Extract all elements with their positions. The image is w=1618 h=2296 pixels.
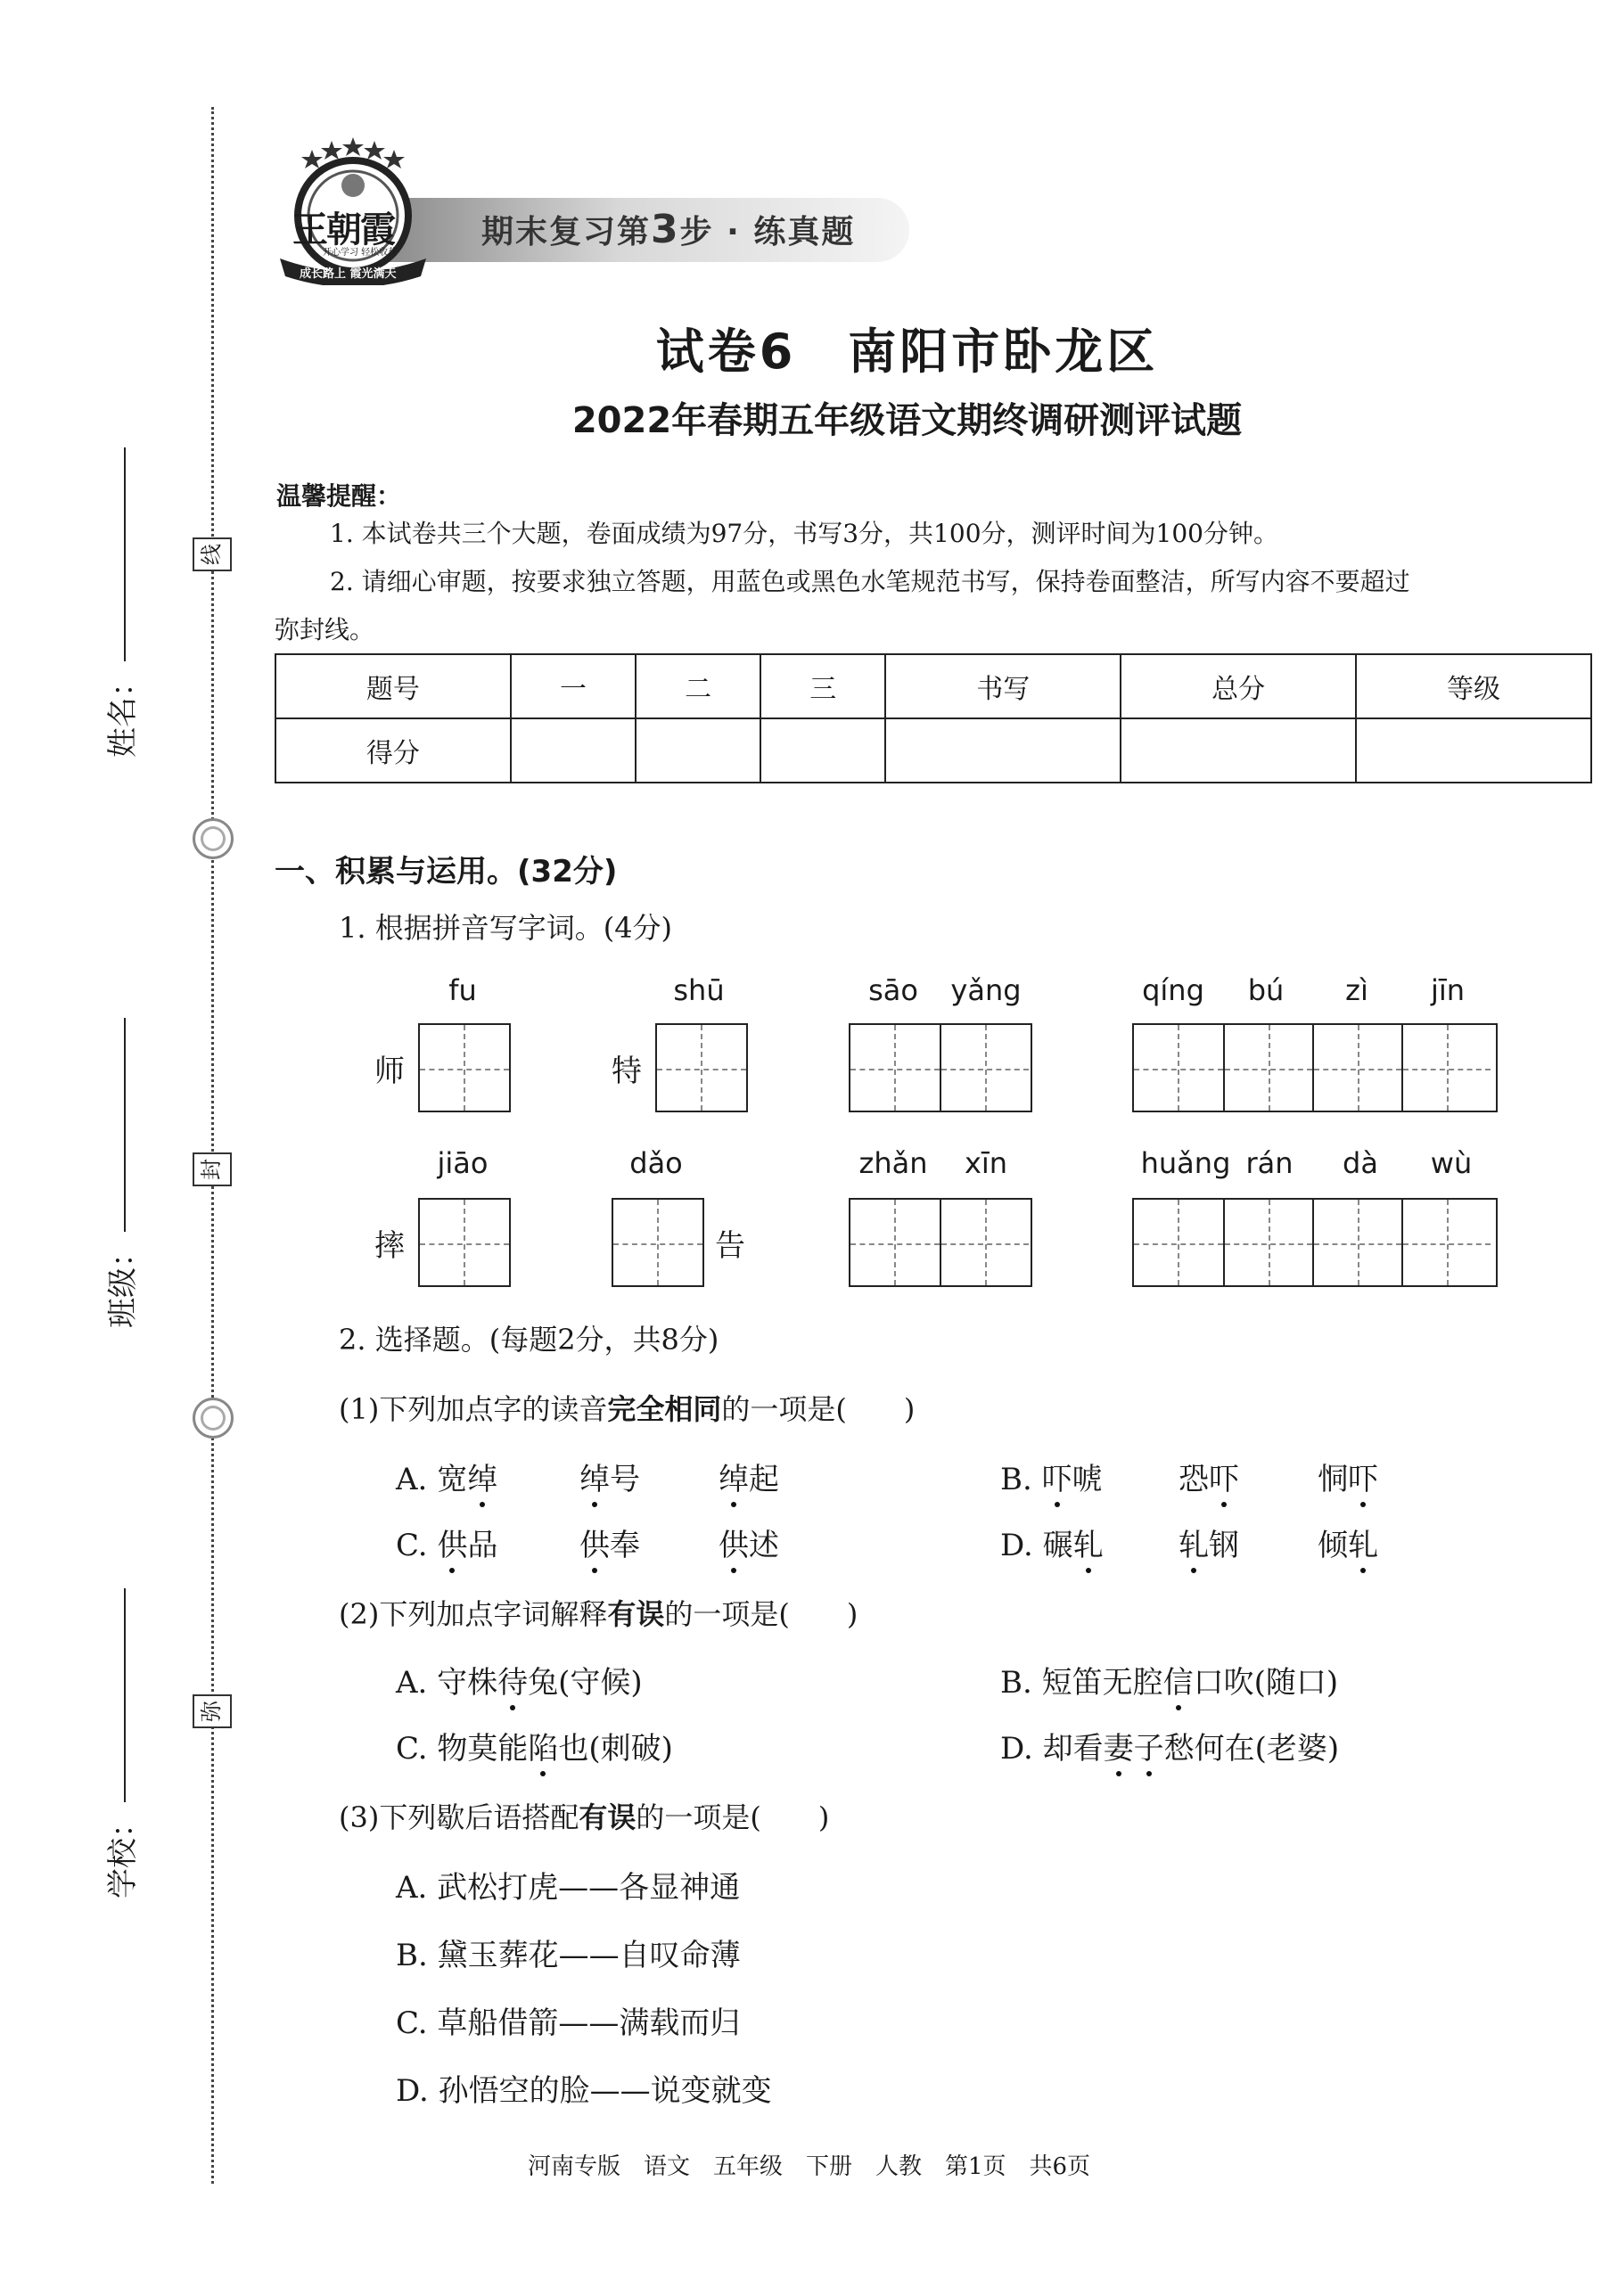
pinyin-label: sāo: [868, 973, 918, 1007]
score-header-cell: 二: [636, 654, 760, 718]
dotted-char: 待: [497, 1658, 528, 1702]
score-input-cell[interactable]: [1356, 718, 1591, 783]
pinyin-label: bú: [1247, 973, 1285, 1007]
option-text: C. 物莫能: [396, 1731, 529, 1767]
option-char: 唬: [1072, 1462, 1103, 1497]
option-3A[interactable]: A. 武松打虎——各显神通: [396, 1870, 741, 1906]
option-1C[interactable]: [396, 1521, 497, 1564]
seal-mark-xian: 线: [193, 537, 232, 571]
option-text: A. 守株: [396, 1665, 498, 1701]
review-step-banner: [383, 198, 909, 262]
score-input-cell[interactable]: [760, 718, 885, 783]
pinyin-label: jiāo: [437, 1146, 489, 1180]
dotted-char: 轧: [1073, 1521, 1104, 1564]
writing-grid-2[interactable]: [655, 1023, 748, 1112]
class-field[interactable]: [98, 1018, 142, 1328]
pinyin-label: yǎng: [950, 973, 1022, 1007]
score-header-cell: 三: [760, 654, 885, 718]
sub-q-text: 的一项是( ): [664, 1597, 858, 1631]
dotted-char: 吓: [1348, 1455, 1378, 1498]
option-label: C.: [396, 1528, 428, 1563]
score-header-cell: 题号: [275, 654, 511, 718]
score-input-cell[interactable]: [511, 718, 636, 783]
sub-question-3: [339, 1795, 829, 1836]
page-footer: 河南专版 语文 五年级 下册 人教 第1页 共6页: [527, 2153, 1091, 2180]
option-1A-word: [719, 1455, 779, 1498]
sub-question-1: [339, 1387, 915, 1428]
option-text: 口吹(随口): [1193, 1665, 1339, 1701]
dotted-char: 妻: [1104, 1724, 1134, 1767]
brand-logo: [267, 134, 428, 281]
dotted-char: 轧: [1348, 1521, 1378, 1564]
pinyin-label: dǎo: [629, 1146, 683, 1180]
question-2-prompt: 2. 选择题。(每题2分，共8分): [339, 1323, 719, 1357]
writing-grid-6[interactable]: [612, 1198, 704, 1287]
banner-text-post: 步 · 练真题: [679, 214, 856, 250]
writing-grid-4[interactable]: [1132, 1023, 1498, 1112]
dotted-char: 吓: [1209, 1455, 1239, 1498]
option-3D[interactable]: D. 孙悟空的脸——说变就变: [396, 2073, 772, 2109]
name-field[interactable]: [98, 447, 142, 758]
seal-swirl-icon: [193, 1398, 234, 1439]
seal-swirl-icon: [193, 818, 234, 859]
dotted-char: 信: [1163, 1658, 1194, 1702]
writing-grid-7[interactable]: [849, 1198, 1032, 1287]
sub-q-text: (3)下列歇后语搭配: [339, 1800, 579, 1834]
option-char: 起: [749, 1462, 779, 1497]
logo-tag-text: 开心学习 轻松收获: [323, 248, 398, 258]
option-2D[interactable]: [1000, 1724, 1339, 1767]
pinyin-label: huǎng: [1140, 1146, 1231, 1180]
option-char: 奉: [610, 1528, 640, 1563]
sub-question-2: [339, 1592, 858, 1633]
dotted-char: 绰: [719, 1455, 749, 1498]
suffix-char: 告: [715, 1228, 745, 1264]
dotted-char: 轧: [1179, 1521, 1209, 1564]
dotted-char: 子: [1134, 1724, 1164, 1767]
dotted-char: 供: [579, 1521, 610, 1564]
dotted-char: 绰: [579, 1455, 610, 1498]
option-label: B.: [1000, 1462, 1032, 1497]
dotted-char: 绰: [467, 1455, 497, 1498]
pinyin-label: jīn: [1430, 973, 1466, 1007]
seal-mark-mi: 弥: [193, 1694, 232, 1728]
dotted-char: 陷: [528, 1724, 558, 1767]
score-input-cell[interactable]: [885, 718, 1121, 783]
score-table-score-row: [275, 718, 1591, 783]
option-1A-word: [579, 1455, 640, 1498]
school-label: 学校：: [105, 1808, 141, 1898]
option-3C[interactable]: C. 草船借箭——满载而归: [396, 2005, 741, 2041]
option-char: 述: [749, 1528, 779, 1563]
sub-q-emphasis: 有误: [579, 1800, 637, 1834]
option-1D-word: [1318, 1521, 1378, 1564]
banner-text-pre: 期末复习第: [481, 214, 652, 250]
pinyin-label: dà: [1343, 1146, 1378, 1180]
score-header-cell: 等级: [1356, 654, 1591, 718]
sub-q-text: (1)下列加点字的读音: [339, 1392, 608, 1426]
option-text: 兔(守候): [528, 1665, 643, 1701]
writing-grid-5[interactable]: [418, 1198, 511, 1287]
option-char: 钢: [1209, 1528, 1239, 1563]
option-label: D.: [1000, 1528, 1033, 1563]
prefix-char: 特: [612, 1054, 642, 1089]
option-1A[interactable]: [396, 1455, 497, 1498]
logo-slogan-text: 成长路上 霞光满天: [300, 267, 397, 281]
option-char: 恫: [1318, 1462, 1348, 1497]
option-char: 恐: [1179, 1462, 1209, 1497]
tips-line-1: 1. 本试卷共三个大题，卷面成绩为97分，书写3分，共100分，测评时间为100分钟。: [330, 519, 1278, 548]
option-1D-word: [1179, 1521, 1239, 1564]
writing-grid-3[interactable]: [849, 1023, 1032, 1112]
sub-q-text: 的一项是( ): [636, 1800, 830, 1834]
option-2C[interactable]: [396, 1724, 673, 1767]
score-row-label: 得分: [275, 718, 511, 783]
option-1B[interactable]: [1000, 1455, 1103, 1498]
pinyin-label: xīn: [964, 1146, 1008, 1180]
sub-q-emphasis: 完全相同: [607, 1392, 722, 1426]
pinyin-label: fu: [448, 973, 477, 1007]
pinyin-label: zhǎn: [858, 1146, 928, 1180]
option-1D[interactable]: [1000, 1521, 1104, 1564]
tips-heading: 温馨提醒：: [276, 481, 402, 511]
pinyin-label: zì: [1345, 973, 1368, 1007]
seal-mark-feng: 封: [193, 1152, 232, 1186]
option-text: 也(刺破): [558, 1731, 673, 1767]
dotted-char: 供: [719, 1521, 749, 1564]
pinyin-label: rán: [1245, 1146, 1294, 1180]
option-char: 倾: [1318, 1528, 1348, 1563]
school-field[interactable]: [98, 1588, 142, 1898]
paper-subtitle: 2022年春期五年级语文期终调研测评试题: [571, 400, 1243, 441]
section-1-heading: 一、积累与运用。(32分): [275, 854, 618, 890]
pinyin-label: wù: [1430, 1146, 1473, 1180]
option-label: A.: [396, 1462, 428, 1497]
score-input-cell[interactable]: [1121, 718, 1356, 783]
sub-q-text: 的一项是( ): [721, 1392, 916, 1426]
dotted-char: 供: [437, 1521, 467, 1564]
logo-brand-text: 王朝霞: [292, 209, 394, 250]
tips-line-2: 2. 请细心审题，按要求独立答题，用蓝色或黑色水笔规范书写，保持卷面整洁，所写内容不要超过: [330, 567, 1410, 596]
score-table-header-row: [275, 654, 1591, 718]
pinyin-label: qíng: [1142, 973, 1204, 1007]
option-2A[interactable]: [396, 1658, 643, 1702]
option-text: B. 短笛无腔: [1000, 1665, 1163, 1701]
pinyin-label: shū: [673, 973, 725, 1007]
writing-grid-8[interactable]: [1132, 1198, 1498, 1287]
option-char: 品: [467, 1528, 498, 1563]
option-char: 碾: [1042, 1528, 1073, 1563]
banner-step-number: 3: [651, 207, 680, 252]
option-text: D. 却看: [1000, 1731, 1104, 1767]
option-1B-word: [1179, 1455, 1239, 1498]
score-header-cell: 总分: [1121, 654, 1356, 718]
sub-q-emphasis: 有误: [607, 1597, 665, 1631]
class-label: 班级：: [105, 1237, 141, 1328]
prefix-char: 师: [374, 1054, 405, 1089]
tips-line-2-cont: 弥封线。: [275, 615, 375, 644]
option-text: 愁何在(老婆): [1163, 1731, 1340, 1767]
paper-title: 试卷6 南阳市卧龙区: [655, 324, 1159, 380]
sub-q-text: (2)下列加点字词解释: [339, 1597, 608, 1631]
prefix-char: 摔: [374, 1228, 405, 1264]
option-1C-word: [579, 1521, 640, 1564]
question-1-prompt: 1. 根据拼音写字词。(4分): [339, 911, 673, 945]
score-table: [275, 653, 1592, 783]
name-label: 姓名：: [105, 667, 141, 758]
option-1C-word: [719, 1521, 779, 1564]
option-char: 号: [610, 1462, 640, 1497]
score-header-cell: 一: [511, 654, 636, 718]
option-1B-word: [1318, 1455, 1378, 1498]
score-header-cell: 书写: [885, 654, 1121, 718]
writing-grid-1[interactable]: [418, 1023, 511, 1112]
option-2B[interactable]: [1000, 1658, 1338, 1702]
option-char: 宽: [437, 1462, 468, 1497]
score-input-cell[interactable]: [636, 718, 760, 783]
option-3B[interactable]: B. 黛玉葬花——自叹命薄: [396, 1938, 741, 1973]
dotted-char: 吓: [1042, 1455, 1072, 1498]
